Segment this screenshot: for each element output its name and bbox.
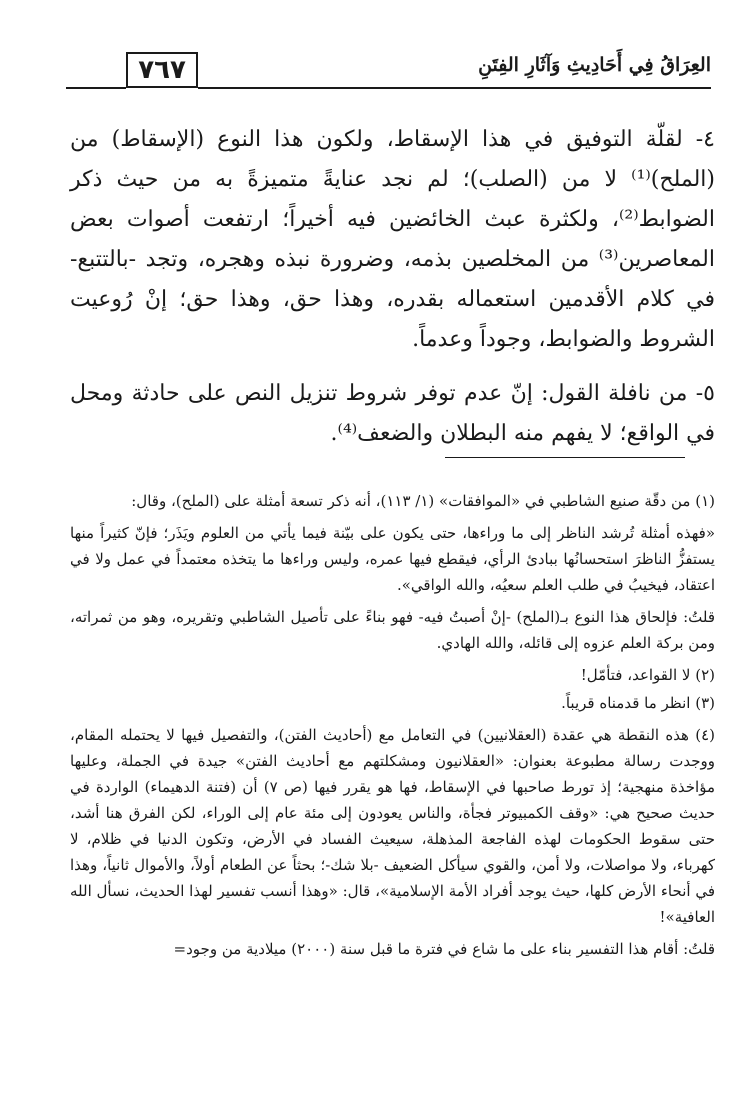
header-rule-left bbox=[66, 87, 126, 89]
footnote-4-comment: قلتُ: أقام هذا التفسير بناء على ما شاع في فترة ما قبل سنة (٢٠٠٠) ميلادية من وجود= bbox=[173, 940, 715, 958]
main-text bbox=[70, 120, 715, 454]
footnote-1: (١) من دقّة صنيع الشاطبي في «الموافقات» (١/ ١١٣)، أنه ذكر تسعة أمثلة على (الملح)، وقال: bbox=[131, 492, 715, 510]
body-paragraph-5: ٥- من نافلة القول: إنّ عدم توفر شروط تنزيل النص على حادثة ومحل في الواقع؛ لا يفهم منه البطلان والضعف⁽⁴⁾. bbox=[70, 381, 715, 446]
footnote-1-quote: «فهذه أمثلة تُرشد الناظر إلى ما وراءها، حتى يكون على بيّنة فيما يأتي من العلوم ويَذَر؛ فإنّ كثيراً منها يستفزُّ الناظرَ استحسانُها ببادئ الرأي، فيقطع فيها عمره، وليس وراءها ما يتخذه معتمداً في عمل ولا في اعتقاد، فيخيبُ في طلب العلم سعيُه، والله الواقي». bbox=[70, 524, 715, 594]
footnote-4: (٤) هذه النقطة هي عقدة (العقلانيين) في التعامل مع (أحاديث الفتن)، والتفصيل فيها لا يحتمله المقام، ووجدت رسالة مطبوعة بعنوان: «العقلانيون ومشكلتهم مع أحاديث الفتن» جيدة في الجملة، وعليها مؤاخذة منهجية؛ إذ تورط صاحبها في الإسقاط، فها هو يقرر فيها (ص ٧) أن (فتنة الدهيماء) الواردة في حديث صحيح هي: «وقف الكمبيوتر فجأة، والناس يعودون إلى مئة عام إلى الوراء، لكن الفرق هنا أشد، حتى سقوط الحكومات لهذه الفاجعة المذهلة، سيعيث الفساد في الأرض، وتكون الدنيا في ظلام، لا كهرباء، ولا مواصلات، ولا أمن، والقوي سيأكل الضعيف -بلا شك-؛ بحثاً عن الطعام أولاً، والأموال ثانياً، وهذا في أنحاء الأرض كلها، حيث يوجد أفراد الأمة الإسلامية»، قال: «وهذا أنسب تفسير لهذا الحديث، نسأل الله العافية»! bbox=[70, 726, 715, 926]
body-paragraph-4: ٤- لقلّة التوفيق في هذا الإسقاط، ولكون هذا النوع (الإسقاط) من (الملح)⁽¹⁾ لا من (الصلب)؛ لم نجد عنايةً متميزةً به من حيث ذكر الضوابط⁽²⁾، ولكثرة عبث الخائضين فيه أخيراً؛ ارتفعت أصوات بعض المعاصرين⁽³⁾ من المخلصين بذمه، وضرورة نبذه وهجره، وتجد -بالتتبع- في كلام الأقدمين استعماله بقدره، وهذا حق، وهذا حق؛ إنْ رُوعيت الشروط والضوابط، وجوداً وعدماً. bbox=[70, 127, 715, 352]
footnote-3: (٣) انظر ما قدمناه قريباً. bbox=[561, 694, 715, 712]
page-number-box bbox=[126, 52, 198, 88]
footnote-separator bbox=[445, 457, 685, 458]
page-header bbox=[66, 40, 711, 90]
footnotes bbox=[70, 488, 715, 968]
page-number: ٧٦٧ bbox=[138, 55, 186, 85]
header-rule-right bbox=[198, 87, 711, 89]
footnote-2: (٢) لا القواعد، فتأمّل! bbox=[580, 666, 715, 684]
footnote-1-comment: قلتُ: فإلحاق هذا النوع بـ(الملح) -إنْ أصبتُ فيه- فهو بناءً على تأصيل الشاطبي وتقريره، وهو من ثمراته، ومن بركة العلم عزوه إلى قائله، والله الهادي. bbox=[70, 608, 715, 652]
running-title: العِرَاقُ فِي أَحَادِيثِ وَآثَارِ الفِتَنِ bbox=[478, 54, 711, 76]
